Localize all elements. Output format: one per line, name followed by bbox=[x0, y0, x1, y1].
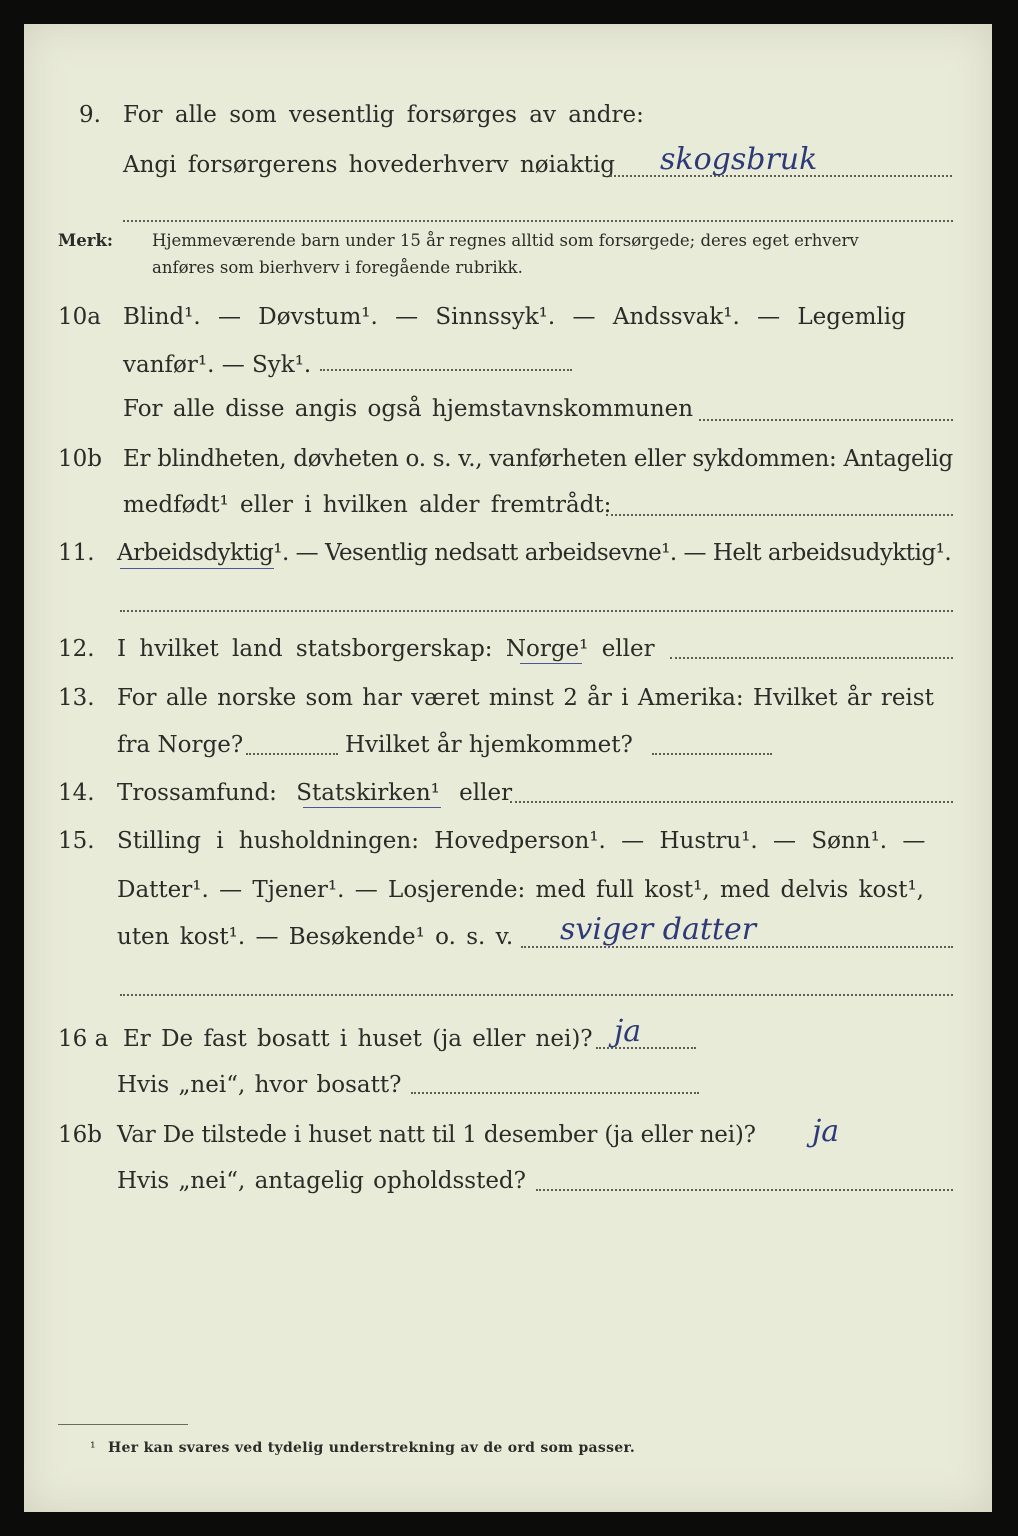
q11-line1: Arbeidsdyktig¹. — Vesentlig nedsatt arbeidsevne¹. — Helt arbeidsudyktig¹. bbox=[117, 540, 952, 566]
q16a-number: 16 a bbox=[58, 1026, 109, 1052]
q10a-hometown-line bbox=[699, 419, 953, 421]
q13-departure-line bbox=[246, 753, 338, 755]
q10a-line3: For alle disse angis også hjemstavnskommunen bbox=[123, 396, 694, 422]
q16b-answer-line bbox=[536, 1189, 953, 1191]
q13-line2b: Hvilket år hjemkommet? bbox=[345, 732, 633, 758]
q13-line2a: fra Norge? bbox=[117, 732, 244, 758]
footnote-rule bbox=[58, 1424, 188, 1425]
q10b-answer-line bbox=[606, 514, 953, 516]
q11-underline-arbeidsdyktig bbox=[120, 568, 274, 569]
q10b-line2: medfødt¹ eller i hvilken alder fremtrådt: bbox=[123, 492, 612, 518]
merk-label: Merk: bbox=[58, 231, 113, 250]
q13-number: 13. bbox=[58, 685, 95, 711]
q13-return-line bbox=[652, 753, 772, 755]
q12-underline-norge bbox=[520, 663, 582, 664]
q14-number: 14. bbox=[58, 780, 95, 806]
q10a-answer-line bbox=[320, 369, 572, 371]
footnote-mark: ¹ bbox=[90, 1440, 96, 1456]
q10a-number: 10a bbox=[58, 304, 101, 330]
q15-line1: Stilling i husholdningen: Hovedperson¹. — Hustru¹. — Sønn¹. — bbox=[117, 828, 926, 854]
q16a-line1: Er De fast bosatt i huset (ja eller nei)? bbox=[123, 1026, 593, 1052]
q9-line2: Angi forsørgerens hovederhverv nøiaktig bbox=[123, 152, 615, 178]
q15-blank-line bbox=[120, 994, 953, 996]
q16a-answer-line bbox=[596, 1047, 696, 1049]
q11-blank-line bbox=[120, 610, 953, 612]
q16a-line2: Hvis „nei“, hvor bosatt? bbox=[117, 1072, 402, 1098]
q10b-number: 10b bbox=[58, 446, 102, 472]
q10a-line2: vanfør¹. — Syk¹. bbox=[123, 352, 312, 378]
q10a-line1: Blind¹. — Døvstum¹. — Sinnssyk¹. — Andssvak¹. — Legemlig bbox=[123, 304, 906, 330]
q14-answer-line bbox=[510, 801, 953, 803]
q9-number: 9. bbox=[79, 102, 101, 128]
q16a-handwritten-answer: ja bbox=[614, 1014, 642, 1049]
q9-blank-line bbox=[123, 220, 953, 222]
q9-handwritten-answer: skogsbruk bbox=[660, 142, 818, 177]
q16b-number: 16b bbox=[58, 1122, 102, 1148]
q12-line1: I hvilket land statsborgerskap: Norge¹ eller bbox=[117, 636, 655, 662]
q15-handwritten-answer: sviger datter bbox=[560, 912, 757, 947]
q16b-line1: Var De tilstede i huset natt til 1 desember (ja eller nei)? bbox=[117, 1122, 756, 1148]
merk-line2: anføres som bierhverv i foregående rubrikk. bbox=[152, 258, 523, 277]
q12-number: 12. bbox=[58, 636, 95, 662]
q15-line2: Datter¹. — Tjener¹. — Losjerende: med full kost¹, med delvis kost¹, bbox=[117, 877, 924, 903]
q15-number: 15. bbox=[58, 828, 95, 854]
merk-line1: Hjemmeværende barn under 15 år regnes alltid som forsørgede; deres eget erhverv bbox=[152, 231, 859, 250]
q12-answer-line bbox=[670, 657, 953, 659]
q16b-line2: Hvis „nei“, antagelig opholdssted? bbox=[117, 1168, 526, 1194]
q15-line3: uten kost¹. — Besøkende¹ o. s. v. bbox=[117, 924, 514, 950]
q14-underline-statskirken bbox=[303, 807, 441, 808]
q16b-handwritten-answer: ja bbox=[812, 1114, 840, 1149]
q13-line1: For alle norske som har været minst 2 år i Amerika: Hvilket år reist bbox=[117, 685, 934, 711]
footnote-text: Her kan svares ved tydelig understrekning av de ord som passer. bbox=[108, 1440, 636, 1456]
census-form-page bbox=[24, 24, 992, 1512]
q16a-residence-line bbox=[411, 1092, 699, 1094]
q11-number: 11. bbox=[58, 540, 95, 566]
q10b-line1: Er blindheten, døvheten o. s. v., vanførheten eller sykdommen: Antagelig bbox=[123, 446, 953, 472]
q14-line1: Trossamfund: Statskirken¹ eller bbox=[117, 780, 513, 806]
q9-line1: For alle som vesentlig forsørges av andre: bbox=[123, 102, 644, 128]
